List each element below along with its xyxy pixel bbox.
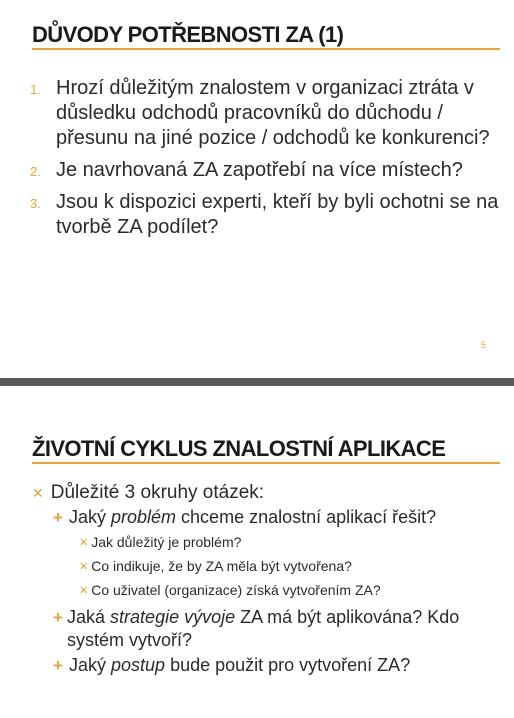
plus-icon: + (53, 656, 63, 675)
title-underline (32, 48, 500, 50)
slide-title: DŮVODY POTŘEBNOSTI ZA (1) (32, 22, 344, 47)
bullet-level3 (79, 582, 381, 598)
bullet-level2 (53, 606, 503, 652)
bullet-text: Co indikuje, že by ZA měla být vytvořena? (91, 558, 352, 574)
x-mark-small-icon: ✕ (79, 560, 89, 573)
bullet-text: Jaká strategie vývoje ZA má být aplikována? Kdo systém vytvoří? (67, 607, 460, 650)
list-item-text: Jsou k dispozici experti, kteří by byli ochotni se na tvorbě ZA podílet? (56, 191, 499, 238)
list-item-text: Hrozí důležitým znalostem v organizaci ztráta v důsledku odchodů pracovníků do důchodu / přesunu na jiné pozice / odchodů ke konkurenci? (56, 77, 490, 149)
list-item-text: Je navrhovaná ZA zapotřebí na více místech? (56, 159, 463, 181)
x-mark-small-icon: ✕ (79, 536, 89, 549)
list-number: 3. (30, 196, 41, 211)
bullet-text: Co uživatel (organizace) získá vytvořením ZA? (91, 582, 381, 598)
list-number: 2. (30, 164, 41, 179)
slide-title: ŽIVOTNÍ CYKLUS ZNALOSTNÍ APLIKACE (32, 436, 446, 461)
title-underline (32, 462, 500, 464)
plus-icon: + (53, 608, 63, 627)
plus-icon: + (53, 508, 63, 527)
list-item (30, 76, 500, 151)
bullet-text: Jak důležitý je problém? (91, 534, 242, 550)
bullet-text: Jaký postup bude použit pro vytvoření ZA? (69, 655, 411, 675)
numbered-list (30, 76, 500, 247)
list-number: 1. (30, 82, 41, 97)
bullet-level1 (32, 482, 264, 504)
bullet-level2 (53, 654, 503, 677)
slide-2 (0, 388, 514, 718)
slide-divider (0, 378, 514, 386)
bullet-text: Důležité 3 okruhy otázek: (50, 482, 265, 503)
list-item (30, 190, 500, 240)
x-mark-small-icon: ✕ (79, 584, 89, 597)
page-number: 5 (480, 340, 486, 350)
bullet-level3 (79, 558, 352, 574)
bullet-level2 (53, 506, 503, 529)
bullet-level3 (79, 534, 241, 550)
bullet-text: Jaký problém chceme znalostní aplikací řešit? (69, 507, 437, 527)
x-mark-icon: ✕ (32, 484, 44, 501)
list-item (30, 158, 500, 183)
